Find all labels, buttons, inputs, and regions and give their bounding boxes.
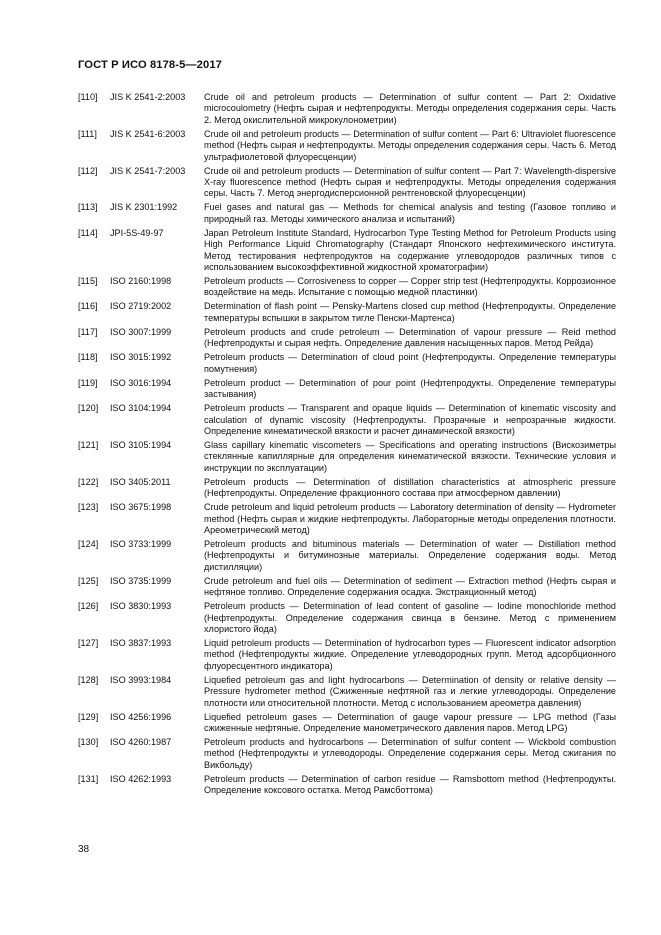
reference-title: Petroleum products and bituminous materials — Determination of water — Distillation method (Нефтепродукты и битуминозные материалы. Определение содержания воды. Метод дистилляции) bbox=[204, 538, 616, 572]
reference-title: Crude petroleum and fuel oils — Determination of sediment — Extraction method (Нефть сырая и нефтяное топливо. Определение содержания осадка. Экстракционный метод) bbox=[204, 575, 616, 598]
reference-number: [126] bbox=[78, 601, 99, 612]
reference-standard-code: JIS K 2541-2:2003 bbox=[110, 92, 186, 102]
reference-title: Petroleum products — Transparent and opaque liquids — Determination of kinematic viscosity and calculation of dynamic viscosity (Нефтепродукты. Прозрачные и непрозрачные жидкости. Определение кинематической вязкости и расчет динамической вязкости) bbox=[204, 403, 616, 436]
reference-entry bbox=[78, 327, 616, 350]
reference-entry bbox=[78, 601, 616, 635]
reference-entry bbox=[78, 774, 616, 797]
reference-number: [114] bbox=[78, 227, 98, 238]
reference-standard-code: ISO 3015:1992 bbox=[110, 352, 172, 363]
reference-number: [130] bbox=[78, 737, 99, 747]
reference-number: [116] bbox=[78, 301, 98, 312]
reference-entry bbox=[78, 477, 616, 500]
reference-entry bbox=[78, 638, 616, 672]
reference-number: [118] bbox=[78, 352, 98, 363]
reference-number: [111] bbox=[78, 128, 97, 139]
reference-title: Glass capillary kinematic viscometers — Specifications and operating instructions (Вискозиметры стеклянные капиллярные для определения кинематической вязкости. Технические условия и инструкции по эксплуатации) bbox=[204, 439, 616, 473]
reference-title: Petroleum products — Corrosiveness to copper — Copper strip test (Нефтепродукты. Коррозионное воздействие на медь. Испытание с помощью медной пластинки) bbox=[204, 276, 616, 298]
reference-standard-code: ISO 4262:1993 bbox=[110, 773, 172, 784]
reference-standard-code: ISO 3735:1999 bbox=[110, 575, 172, 586]
reference-title: Liquefied petroleum gas and light hydrocarbons — Determination of density or relative density — Pressure hydrometer method (Сжиженные нефтяной газ и легкие углеводороды. Определение плотности или относительной плотности. Метод с использованием ареометра давления) bbox=[204, 674, 616, 708]
reference-standard-code: ISO 3104:1994 bbox=[110, 403, 172, 414]
reference-entry bbox=[78, 378, 616, 401]
reference-title: Fuel gases and natural gas — Methods for chemical analysis and testing (Газовое топливо и природный газ. Методы химического анализа и испытаний) bbox=[204, 202, 616, 224]
reference-standard-code: JPI-5S-49-97 bbox=[110, 227, 164, 238]
reference-entry bbox=[78, 301, 616, 324]
reference-standard-code: ISO 2160:1998 bbox=[110, 276, 172, 287]
reference-standard-code: ISO 3016:1994 bbox=[110, 377, 172, 388]
reference-number: [117] bbox=[78, 326, 98, 337]
reference-number: [119] bbox=[78, 377, 98, 388]
reference-number: [121] bbox=[78, 439, 99, 450]
reference-entry bbox=[78, 92, 616, 126]
reference-number: [112] bbox=[78, 165, 98, 176]
reference-entry bbox=[78, 712, 616, 735]
reference-standard-code: JIS K 2301:1992 bbox=[110, 202, 178, 213]
reference-number: [125] bbox=[78, 575, 99, 586]
reference-list bbox=[78, 92, 616, 799]
reference-standard-code: ISO 3837:1993 bbox=[110, 637, 172, 648]
reference-entry bbox=[78, 129, 616, 163]
reference-standard-code: JIS K 2541-7:2003 bbox=[110, 165, 186, 176]
reference-entry bbox=[78, 202, 616, 225]
reference-title: Liquid petroleum products — Determination of hydrocarbon types — Fluorescent indicator adsorption method (Нефтепродукты жидкие. Определение углеводородных групп. Метод адсорбционного флуоресцентного индикатора) bbox=[204, 637, 616, 671]
reference-standard-code: ISO 3993:1984 bbox=[110, 674, 172, 685]
reference-title: Petroleum products and crude petroleum — Determination of vapour pressure — Reid method (Нефтепродукты и сырая нефть. Определение давления насыщенных паров. Метод Рейда) bbox=[204, 326, 616, 349]
reference-entry bbox=[78, 403, 616, 437]
reference-number: [127] bbox=[78, 637, 99, 648]
reference-title: Petroleum product — Determination of pour point (Нефтепродукты. Определение температуры застывания) bbox=[204, 377, 616, 400]
reference-title: Liquefied petroleum gases — Determination of gauge vapour pressure — LPG method (Газы сжиженные нефтяные. Определение манометрического давления паров. Метод LPG) bbox=[204, 711, 616, 733]
reference-number: [110] bbox=[78, 92, 98, 102]
reference-title: Petroleum products — Determination of carbon residue — Ramsbottom method (Нефтепродукты. Определение коксового остатка. Метод Рамсботтома) bbox=[204, 773, 616, 796]
reference-number: [128] bbox=[78, 674, 99, 685]
reference-standard-code: ISO 4256:1996 bbox=[110, 711, 172, 722]
reference-standard-code: ISO 2719:2002 bbox=[110, 301, 172, 312]
reference-entry bbox=[78, 576, 616, 599]
page-header: ГОСТ Р ИСО 8178-5—2017 bbox=[78, 59, 222, 71]
reference-standard-code: ISO 3675:1998 bbox=[110, 502, 172, 513]
reference-entry bbox=[78, 352, 616, 375]
reference-title: Crude oil and petroleum products — Determination of sulfur content — Part 7: Wavelength-dispersive X-ray fluorescence method (Нефть сырая и нефтепродукты. Методы определения содержания серы. Часть 7. Метод энергодисперсионной рентгеновской флуоресценции) bbox=[204, 165, 616, 199]
reference-title: Petroleum products — Determination of cloud point (Нефтепродукты. Определение температуры помутнения) bbox=[204, 352, 616, 374]
reference-title: Crude oil and petroleum products — Determination of sulfur content — Part 6: Ultraviolet fluorescence method (Нефть сырая и нефтепродукты. Методы определения содержания серы. Часть 6. Метод ультрафиолетовой флуоресценции) bbox=[204, 128, 616, 162]
reference-title: Petroleum products — Determination of distillation characteristics at atmospheric pressure (Нефтепродукты. Определение фракционного состава при атмосферном давлении) bbox=[204, 476, 616, 499]
reference-standard-code: ISO 3733:1999 bbox=[110, 538, 172, 549]
reference-standard-code: ISO 3105:1994 bbox=[110, 439, 172, 450]
reference-entry bbox=[78, 539, 616, 573]
reference-number: [115] bbox=[78, 276, 98, 287]
reference-standard-code: ISO 3405:2011 bbox=[110, 476, 171, 487]
reference-title: Crude oil and petroleum products — Determination of sulfur content — Part 2: Oxidative microcoulometry (Нефть сырая и нефтепродукты. Методы определения содержания серы. Часть 2. Метод окислительной микрокулонометрии) bbox=[204, 92, 616, 125]
reference-number: [129] bbox=[78, 711, 99, 722]
reference-title: Determination of flash point — Pensky-Martens closed cup method (Нефтепродукты. Определение температуры вспышки в закрытом тигле Пенски-Мартенса) bbox=[204, 301, 616, 323]
reference-title: Petroleum products and hydrocarbons — Determination of sulfur content — Wickbold combustion method (Нефтепродукты и углеводороды. Определение содержания серы. Метод сжигания по Викбольду) bbox=[204, 737, 616, 770]
page-number: 38 bbox=[78, 844, 90, 855]
reference-entry bbox=[78, 675, 616, 709]
reference-entry bbox=[78, 502, 616, 536]
reference-entry bbox=[78, 228, 616, 274]
reference-standard-code: ISO 4260:1987 bbox=[110, 737, 172, 747]
reference-number: [122] bbox=[78, 476, 99, 487]
reference-entry bbox=[78, 440, 616, 474]
reference-number: [131] bbox=[78, 773, 99, 784]
reference-entry bbox=[78, 166, 616, 200]
reference-standard-code: ISO 3007:1999 bbox=[110, 326, 172, 337]
reference-number: [123] bbox=[78, 502, 99, 513]
reference-standard-code: JIS K 2541-6:2003 bbox=[110, 128, 186, 139]
reference-entry bbox=[78, 737, 616, 771]
reference-number: [124] bbox=[78, 538, 99, 549]
reference-entry bbox=[78, 276, 616, 299]
reference-number: [120] bbox=[78, 403, 99, 414]
reference-title: Petroleum products — Determination of lead content of gasoline — Iodine monochloride method (Нефтепродукты. Определение содержания свинца в бензине. Метод с применением хлористого йода) bbox=[204, 601, 616, 634]
reference-number: [113] bbox=[78, 202, 98, 213]
reference-title: Crude petroleum and liquid petroleum products — Laboratory determination of density — Hydrometer method (Нефть сырая и жидкие нефтепродукты. Лабораторные методы определения плотности. Ареометрический метод) bbox=[204, 502, 616, 535]
reference-title: Japan Petroleum Institute Standard, Hydrocarbon Type Testing Method for Petroleum Products using High Performance Liquid Chromatography (Стандарт Японского нефтехимического института. Метод тестирования нефтепродуктов на содержание углеводородов различных типов с использованием высокоэффективной жидкостной хроматографии) bbox=[204, 227, 616, 273]
reference-standard-code: ISO 3830:1993 bbox=[110, 601, 172, 612]
